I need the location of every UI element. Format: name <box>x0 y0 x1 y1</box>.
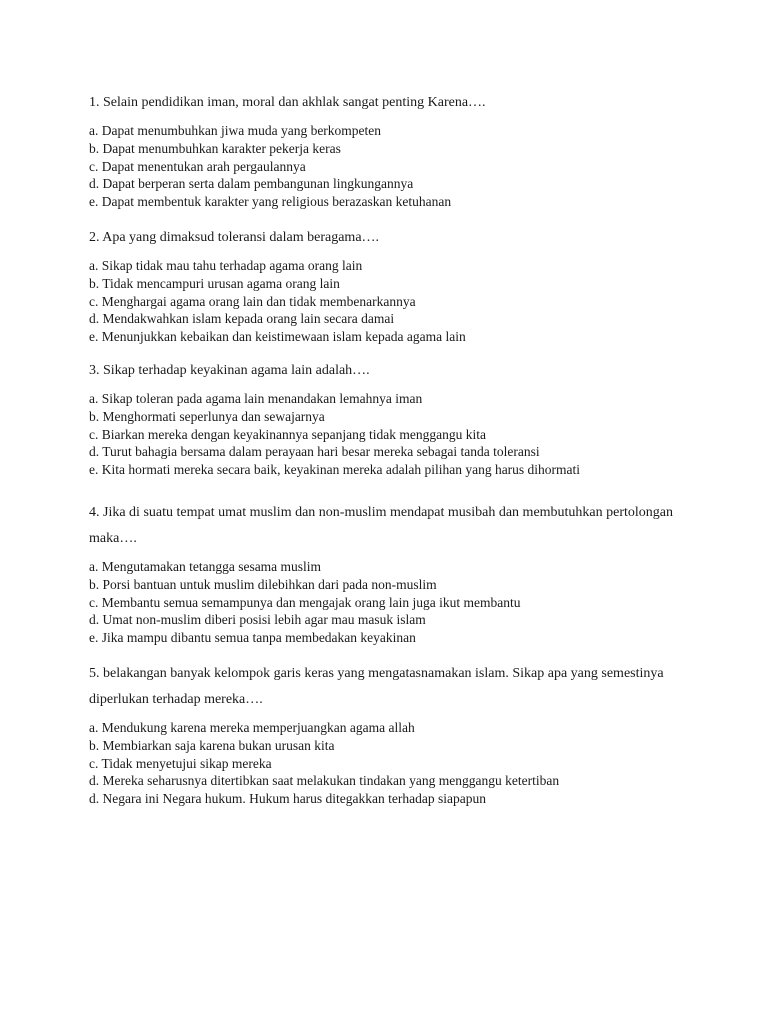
option-c: c. Tidak menyetujui sikap mereka <box>89 755 272 771</box>
option-a: a. Dapat menumbuhkan jiwa muda yang berkompeten <box>89 123 382 138</box>
option-d: d. Mendakwahkan islam kepada orang lain secara damai <box>89 311 395 327</box>
option-e: e. Menunjukkan kebaikan dan keistimewaan islam kepada agama lain <box>89 329 466 345</box>
question-text: 2. Apa yang dimaksud toleransi dalam beragama…. <box>89 230 380 245</box>
option-e: e. Dapat membentuk karakter yang religious berazaskan ketuhanan <box>89 194 452 210</box>
option-list <box>89 257 689 346</box>
option-c: c. Menghargai agama orang lain dan tidak membenarkannya <box>89 293 416 309</box>
question-1 <box>89 90 689 211</box>
question-text: 1. Selain pendidikan iman, moral dan akhlak sangat penting Karena…. <box>89 95 486 110</box>
option-b: b. Membiarkan saja karena bukan urusan kita <box>89 737 335 753</box>
option-a: a. Sikap tidak mau tahu terhadap agama orang lain <box>89 258 363 273</box>
option-a: a. Mengutamakan tetangga sesama muslim <box>89 559 322 574</box>
option-d: d. Turut bahagia bersama dalam perayaan hari besar mereka sebagai tanda toleransi <box>89 444 540 460</box>
option-a: a. Sikap toleran pada agama lain menandakan lemahnya iman <box>89 391 423 406</box>
option-list <box>89 390 689 479</box>
option-b: b. Porsi bantuan untuk muslim dilebihkan dari pada non-muslim <box>89 576 437 592</box>
option-b: b. Menghormati seperlunya dan sewajarnya <box>89 408 325 424</box>
option-list <box>89 122 689 211</box>
option-b: b. Tidak mencampuri urusan agama orang lain <box>89 275 340 291</box>
question-text: 3. Sikap terhadap keyakinan agama lain adalah…. <box>89 363 370 378</box>
option-list <box>89 558 689 647</box>
question-text: 4. Jika di suatu tempat umat muslim dan non-muslim mendapat musibah dan membutuhkan pertolongan maka…. <box>89 505 674 546</box>
option-d: d. Umat non-muslim diberi posisi lebih agar mau masuk islam <box>89 612 426 628</box>
question-4 <box>89 500 689 647</box>
option-a: a. Mendukung karena mereka memperjuangkan agama allah <box>89 720 415 735</box>
option-c: c. Dapat menentukan arah pergaulannya <box>89 158 306 174</box>
question-5 <box>89 661 689 808</box>
option-c: c. Membantu semua semampunya dan mengajak orang lain juga ikut membantu <box>89 594 521 610</box>
option-b: b. Dapat menumbuhkan karakter pekerja keras <box>89 140 341 156</box>
option-list <box>89 719 689 808</box>
option-d-second: d. Negara ini Negara hukum. Hukum harus ditegakkan terhadap siapapun <box>89 791 486 807</box>
question-text: 5. belakangan banyak kelompok garis keras yang mengatasnamakan islam. Sikap apa yang semestinya diperlukan terhadap mereka…. <box>89 666 664 707</box>
option-d: d. Dapat berperan serta dalam pembangunan lingkungannya <box>89 176 414 192</box>
question-3 <box>89 358 689 479</box>
option-d: d. Mereka seharusnya ditertibkan saat melakukan tindakan yang menggangu ketertiban <box>89 773 560 789</box>
option-e: e. Kita hormati mereka secara baik, keyakinan mereka adalah pilihan yang harus dihormati <box>89 462 581 478</box>
option-c: c. Biarkan mereka dengan keyakinannya sepanjang tidak menggangu kita <box>89 426 486 442</box>
question-2 <box>89 225 689 346</box>
option-e: e. Jika mampu dibantu semua tanpa membedakan keyakinan <box>89 630 416 646</box>
